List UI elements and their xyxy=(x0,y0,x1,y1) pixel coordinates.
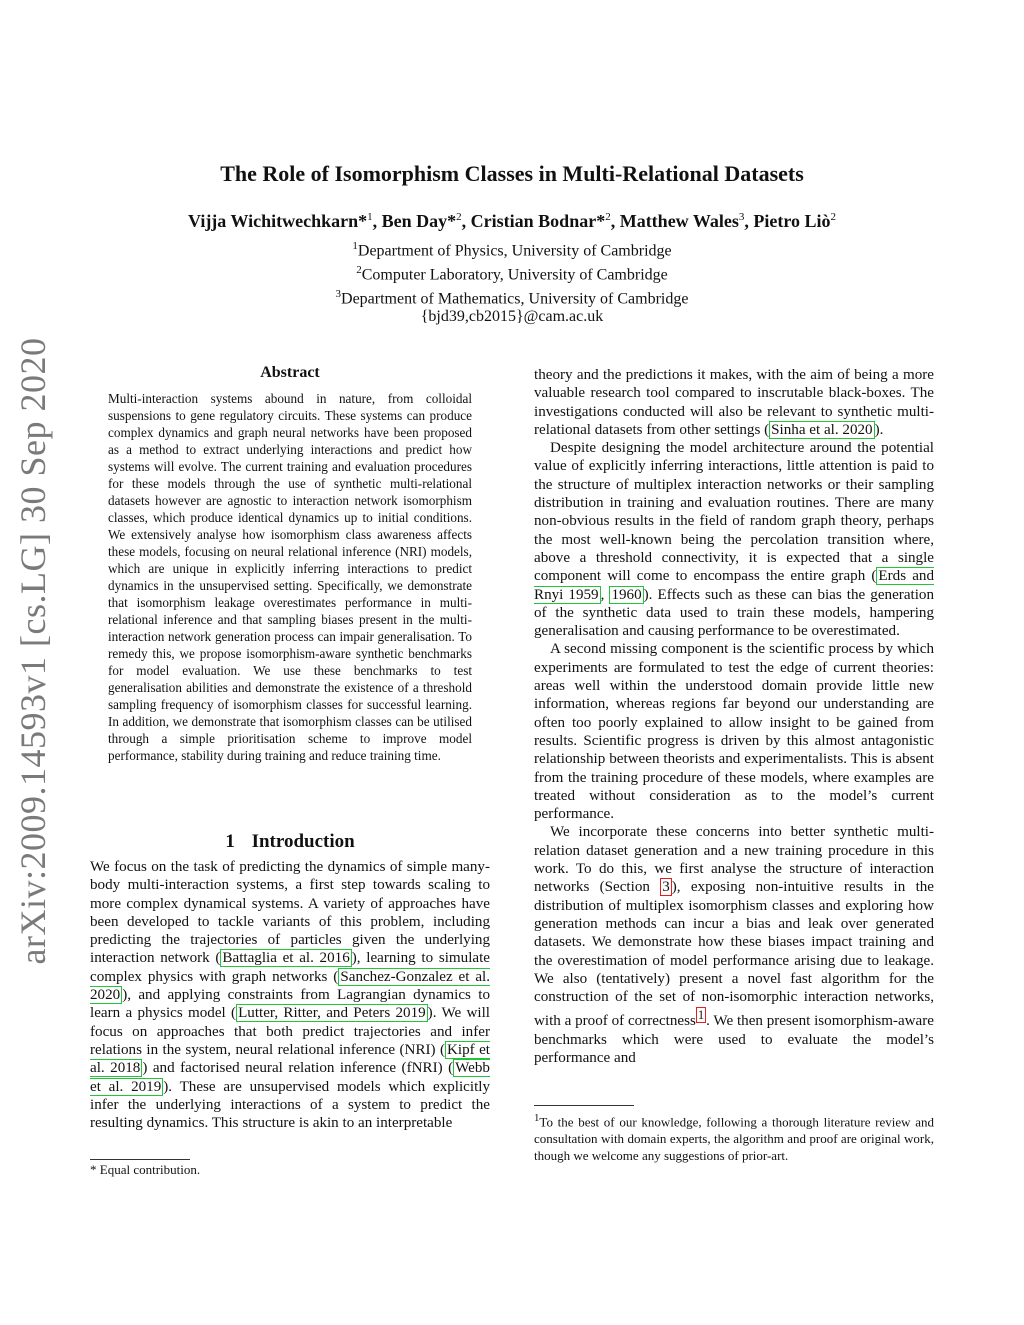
author-affiliation-mark: 3 xyxy=(738,211,745,223)
footnote-rule xyxy=(90,1159,190,1160)
paragraph: theory and the predictions it makes, with the aim of being a more valuable research tool compared to inscrutable black-boxes. The investigations conducted will also be relevant to synthetic multi-relational datasets from other settings ( Sinha et al. 2020 ). xyxy=(534,367,934,438)
footnote-reference-link[interactable]: 1 xyxy=(697,1008,705,1023)
affiliation-line: $^3$Department of Mathematics, University of Cambridge xyxy=(335,287,689,307)
footnote-equal-contribution: * Equal contribution. xyxy=(90,1162,201,1177)
footnote-rule xyxy=(534,1105,634,1106)
citation-link[interactable]: Lutter, Ritter, and Peters 2019 xyxy=(238,1005,426,1022)
right-column-body xyxy=(534,366,934,1067)
abstract-body: Multi-interaction systems abound in nature, from colloidal suspensions to gene regulatory circuits. These systems can produce complex dynamics and graph neural networks have been proposed as a method to extract underlying interactions and predict how systems will evolve. The current training and evaluation procedures for these models through the use of synthetic multi-relational datasets however are agnostic to interaction network isomorphism classes, which produce identical dynamics up to initial conditions. We extensively analyse how isomorphism class awareness affects these models, focusing on neural relational inference (NRI) models, which are unique in explicitly inferring interactions to predict dynamics in the unsupervised setting. Specifically, we demonstrate that isomorphism leakage overestimates performance in multi-relational inference and that sampling biases present in the multi-interaction network generation process can impair generalisation. To remedy this, we propose isomorphism-aware synthetic benchmarks for model evaluation. We use these benchmarks to test generalisation abilities and demonstrate the existence of a threshold sampling frequency of isomorphism classes for successful learning. In addition, we demonstrate that isomorphism classes can be utilised through a simple prioritisation scheme to improve model performance, stability during training and reduce training time. xyxy=(108,391,472,763)
section-reference-link[interactable]: 3 xyxy=(662,879,670,896)
author-name: Matthew Wales xyxy=(619,211,739,231)
author-affiliation-mark: 2 xyxy=(830,211,837,223)
citation-link[interactable]: Battaglia et al. 2016 xyxy=(222,950,350,967)
affiliation-line: $^1$Department of Physics, University of Cambridge xyxy=(352,240,672,260)
author-affiliation-mark: 1 xyxy=(367,211,373,223)
paragraph: A second missing component is the scientific process by which experiments are formulated to test the edge of current theories: areas well within the understood domain provide little new information, whereas regions far beyond our understanding are often too poorly explained to allow insight to be gained from results. Scientific progress is driven by this almost antagonistic relationship between theorists and experimentalists. This is absent from the training procedure of these models, where examples are treated without consideration as to the model’s current performance. xyxy=(534,641,934,823)
author-name: Ben Day* xyxy=(381,211,457,231)
affiliations xyxy=(60,237,964,327)
section-heading: 1 Introduction xyxy=(225,831,355,852)
citation-link[interactable]: Erds and Rnyi 1959 xyxy=(534,568,934,603)
citation-link[interactable]: Sanchez-Gonzalez et al. 2020 xyxy=(90,968,491,1004)
arxiv-identifier: arXiv:2009.14593v1 [cs.LG] 30 Sep 2020 xyxy=(13,337,53,965)
author-name: Vijja Wichitwechkarn* xyxy=(187,211,368,231)
author-list: Vijja Wichitwechkarn*$^1$, Ben Day*$^2$, Cristian Bodnar*$^2$, Matthew Wales$^3$, Pietro Liò$^2$ xyxy=(187,211,837,231)
footnote-prior-art: $^1$To the best of our knowledge, following a thorough literature review and consultation with domain experts, the algorithm and proof are original work, though we welcome any suggestions of prior-art. xyxy=(534,1112,934,1164)
affiliation-line: $^2$Computer Laboratory, University of Cambridge xyxy=(356,263,668,284)
citation-link[interactable]: Webb et al. 2019 xyxy=(90,1060,490,1095)
author-name: Cristian Bodnar* xyxy=(470,211,606,231)
author-affiliation-mark: 2 xyxy=(605,211,611,223)
abstract-heading: Abstract xyxy=(260,364,320,381)
citation-link[interactable]: 1960 xyxy=(611,586,642,603)
paragraph: We focus on the task of predicting the dynamics of simple many-body multi-interaction systems, a first step towards scaling to more complex dynamical systems. A variety of approaches have been developed to tackle variants of this problem, including predicting the trajectories of particles given the underlying interaction network ( Battaglia et al. 2016 ), learning to simulate complex physics with graph networks ( Sanchez-Gonzalez et al. 2020 ), and applying constraints from Lagrangian dynamics to learn a physics model ( Lutter, Ritter, and Peters 2019 ). We will focus on approaches that both predict trajectories and infer relations in the system, neural relational inference (NRI) ( Kipf et al. 2018 ) and factorised neural relation inference (fNRI) ( Webb et al. 2019 ). These are unsupervised models which explicitly infer the underlying interactions of a system to predict the resulting dynamics. This structure is akin to an interpretable xyxy=(90,859,491,1132)
author-affiliation-mark: 2 xyxy=(456,211,462,223)
left-column-body xyxy=(90,858,490,1132)
paper-title: The Role of Isomorphism Classes in Multi-Relational Datasets xyxy=(220,161,804,186)
author-name: Pietro Liò xyxy=(753,211,831,231)
paragraph: Despite designing the model architecture around the potential value of explicitly inferring interactions, little attention is paid to the structure of multiplex interaction networks or their sampling distribution in training and evaluation routines. There are many non-obvious results in the field of random graph theory, perhaps the most well-known being the percolation transition where, above a threshold connectivity, it is expected that a single component will come to encompass the entire graph ( Erds and Rnyi 1959 , 1960 ). Effects such as these can bias the generation of the synthetic data used to train these models, hampering generalisation and causing performance to be overestimated. xyxy=(534,440,935,640)
citation-link[interactable]: Sinha et al. 2020 xyxy=(771,421,873,438)
citation-link[interactable]: Kipf et al. 2018 xyxy=(90,1041,490,1077)
email-line: {bjd39,cb2015}@cam.ac.uk xyxy=(420,308,604,326)
paragraph: We incorporate these concerns into better synthetic multi-relation dataset generation and a new training procedure in this work. To do this, we first analyse the structure of interaction networks (Section 3 ), exposing non-intuitive results in the distribution of multiplex isomorphism classes and exploring how generation methods can incur a bias and leak over generated datasets. We demonstrate how these biases impact training and the overestimation of model performance arising due to leakage. We also (tentatively) present a novel fast algorithm for the construction of the set of non-isomorphic interaction networks, with a proof of correctness $^1$ . We then present isomorphism-aware benchmarks which were used to evaluate the model’s performance and xyxy=(534,824,935,1067)
